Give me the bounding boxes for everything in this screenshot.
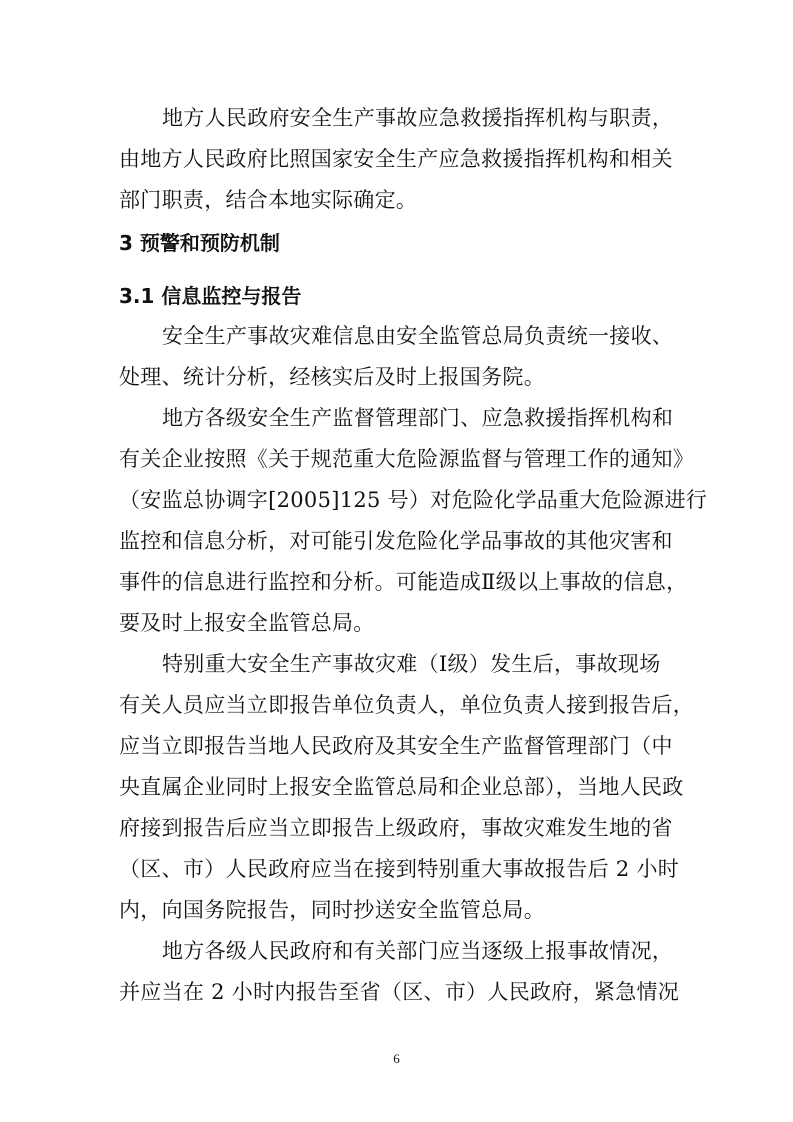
paragraph-4-line-4: 央直属企业同时上报安全监管总局和企业总部），当地人民政: [119, 775, 684, 799]
paragraph-4-line-3: 应当立即报告当地人民政府及其安全生产监督管理部门（中: [119, 734, 673, 758]
paragraph-4-line-7: 内，向国务院报告，同时抄送安全监管总局。: [119, 898, 545, 922]
paragraph-2-line-2: 处理、统计分析，经核实后及时上报国务院。: [119, 365, 545, 389]
paragraph-1-line-2: 由地方人民政府比照国家安全生产应急救援指挥机构和相关: [119, 147, 673, 171]
paragraph-4-line-6: （区、市）人民政府应当在接到特别重大事故报告后 2 小时: [119, 857, 680, 881]
paragraph-3-line-3: （安监总协调字[2005]125 号）对危险化学品重大危险源进行: [119, 488, 708, 512]
paragraph-3-line-4: 监控和信息分析，对可能引发危险化学品事故的其他灾害和: [119, 529, 673, 553]
paragraph-3-line-5: 事件的信息进行监控和分析。可能造成Ⅱ级以上事故的信息，: [119, 570, 688, 594]
section-3-heading: 3 预警和预防机制: [119, 231, 280, 255]
page-number: 6: [393, 1051, 400, 1066]
paragraph-5-line-2: 并应当在 2 小时内报告至省（区、市）人民政府，紧急情况: [119, 980, 680, 1004]
paragraph-3-line-6: 要及时上报安全监管总局。: [119, 611, 375, 635]
section-3-1-heading: 3.1 信息监控与报告: [119, 284, 302, 308]
paragraph-1-line-3: 部门职责，结合本地实际确定。: [119, 188, 418, 212]
paragraph-2-line-1: 安全生产事故灾难信息由安全监管总局负责统一接收、: [162, 324, 674, 348]
paragraph-4-line-5: 府接到报告后应当立即报告上级政府，事故灾难发生地的省: [119, 816, 673, 840]
paragraph-4-line-2: 有关人员应当立即报告单位负责人，单位负责人接到报告后，: [119, 693, 695, 717]
paragraph-3-line-2: 有关企业按照《关于规范重大危险源监督与管理工作的通知》: [119, 447, 695, 471]
paragraph-4-line-1: 特别重大安全生产事故灾难（Ⅰ级）发生后，事故现场: [162, 652, 661, 676]
paragraph-1-line-1: 地方人民政府安全生产事故应急救援指挥机构与职责，: [162, 106, 674, 130]
paragraph-3-line-1: 地方各级安全生产监督管理部门、应急救援指挥机构和: [162, 406, 674, 430]
paragraph-5-line-1: 地方各级人民政府和有关部门应当逐级上报事故情况，: [162, 939, 674, 963]
